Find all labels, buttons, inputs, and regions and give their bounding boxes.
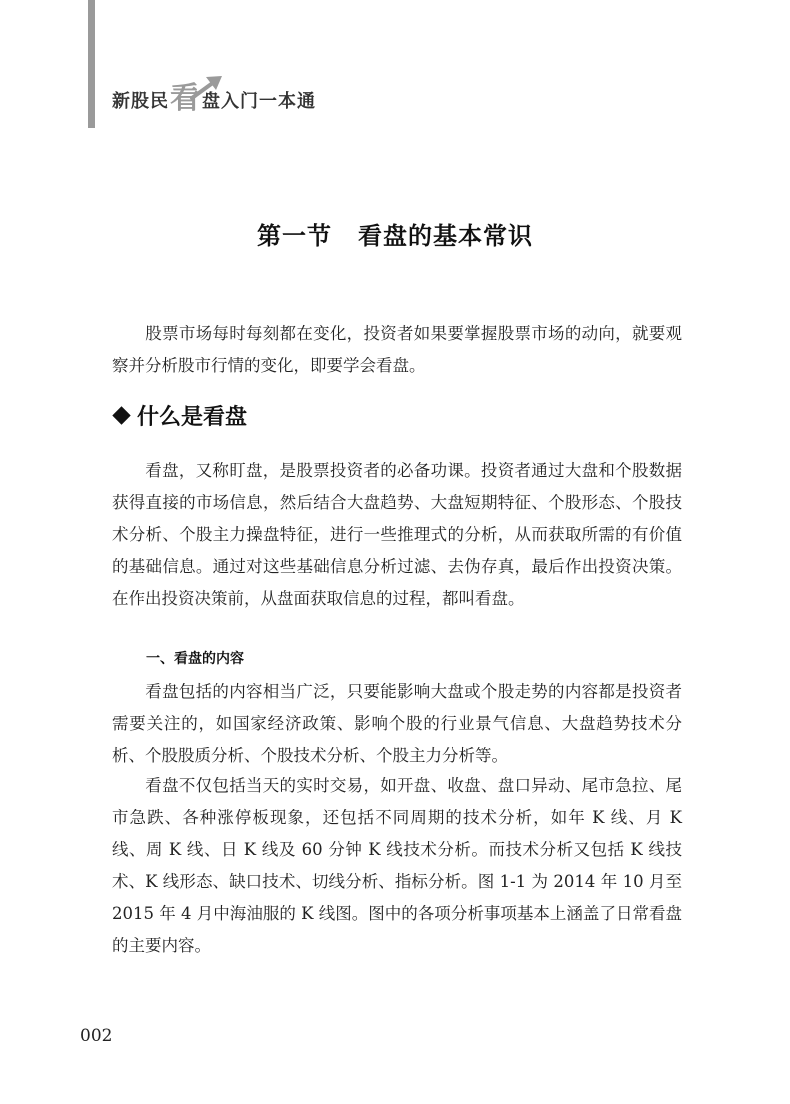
subheading-text: 什么是看盘 (137, 405, 248, 430)
definition-text: 看盘，又称盯盘，是股票投资者的必备功课。投资者通过大盘和个股数据获得直接的市场信息，然后结合大盘趋势、大盘短期特征、个股形态、个股技术分析、个股主力操盘特征，进行一些推理式的分析，从而获取所需的有价值的基础信息。通过对这些基础信息分析过滤、去伪存真，最后作出投资决策。在作出投资决策前，从盘面获取信息的过程，都叫看盘。 (112, 461, 682, 608)
page-number: 002 (80, 1026, 113, 1046)
header-title-part2: 盘入门一本通 (202, 91, 316, 112)
definition-paragraph (112, 455, 682, 615)
diamond-bullet-icon (112, 406, 130, 424)
section-name: 看盘的基本常识 (358, 222, 533, 250)
rising-arrow-icon (190, 74, 224, 100)
content-text-2: 看盘不仅包括当天的实时交易，如开盘、收盘、盘口异动、尾市急拉、尾市急跌、各种涨停板现象，还包括不同周期的技术分析，如年 K 线、月 K 线、周 K 线、日 K 线及 60 分钟 K 线技术分析。而技术分析又包括 K 线技术、K 线形态、缺口技术、切线分析、指标分析。图 1-1 为 2014 年 10 月至 2015 年 4 月中海油服的 K 线图。图中的各项分析事项基本上涵盖了日常看盘的主要内容。 (112, 776, 682, 955)
intro-text: 股票市场每时每刻都在变化，投资者如果要掌握股票市场的动向，就要观察并分析股市行情的变化，即要学会看盘。 (112, 324, 682, 375)
content-text-1: 看盘包括的内容相当广泛，只要能影响大盘或个股走势的内容都是投资者需要关注的，如国家经济政策、影响个股的行业景气信息、大盘趋势技术分析、个股股质分析、个股技术分析、个股主力分析等。 (112, 682, 682, 765)
header-title-part1: 新股民 (112, 91, 169, 112)
header-accent-char: 看 (170, 81, 201, 116)
content-heading: 一、看盘的内容 (146, 651, 244, 667)
header-accent-bar (88, 0, 95, 128)
subheading (112, 400, 247, 431)
section-title (0, 216, 790, 251)
header-title-accent (170, 82, 201, 116)
section-number: 第一节 (257, 222, 332, 250)
content-paragraph-2 (112, 770, 682, 962)
intro-paragraph (112, 318, 682, 382)
running-header (112, 76, 316, 116)
content-paragraph-1 (112, 676, 682, 772)
